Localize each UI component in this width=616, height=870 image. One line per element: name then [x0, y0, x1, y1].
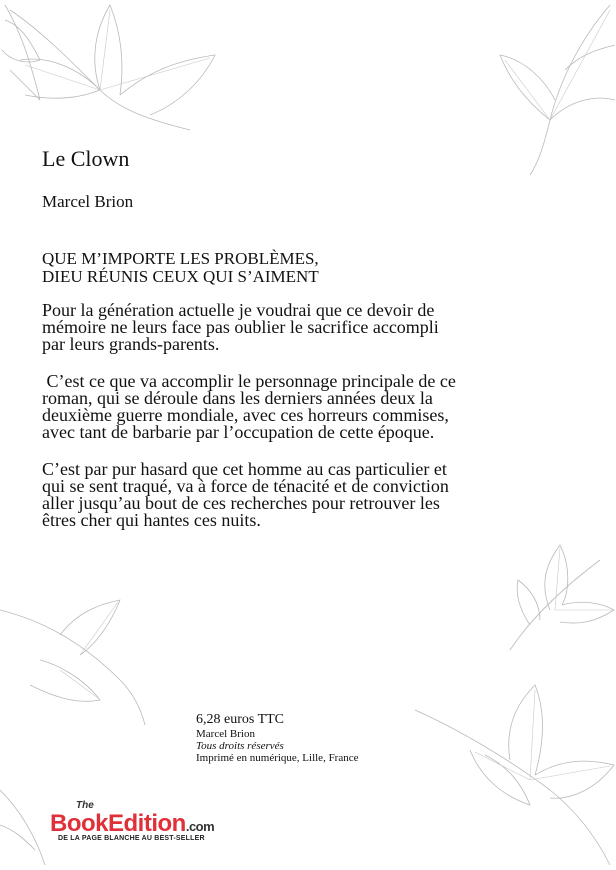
logo-tld: .com: [185, 819, 215, 834]
colophon: [196, 712, 436, 764]
body-text: [42, 302, 462, 549]
heading-line: DIEU RÉUNIS CEUX QUI S’AIMENT: [42, 267, 319, 286]
bookedition-logo: [50, 800, 250, 844]
logo-tagline: DE LA PAGE BLANCHE AU BEST-SELLER: [58, 835, 205, 842]
rights-notice: Tous droits réservés: [196, 740, 284, 752]
logo-brand: [50, 810, 214, 838]
book-title: Le Clown: [42, 146, 130, 171]
maple-leaf-icon: [500, 540, 616, 660]
logo-brand-name: BookEdition: [50, 810, 186, 837]
heading-line: QUE M’IMPORTE LES PROBLÈMES,: [42, 249, 319, 268]
maple-leaf-icon: [410, 680, 616, 870]
price: 6,28 euros TTC: [196, 712, 285, 727]
colophon-author: Marcel Brion: [196, 728, 255, 740]
logo-the: The: [76, 800, 94, 811]
maple-leaf-icon: [0, 590, 150, 730]
paragraph: C’est par pur hasard que cet homme au cas particulier et qui se sent traqué, va à force de ténacité et de conviction aller jusqu’au bout de ces recherches pour retrouver les êtres cher qui hantes ces nuits.: [42, 459, 449, 530]
paragraph: Pour la génération actuelle je voudrai que ce devoir de mémoire ne leurs face pas oublier le sacrifice accompli par leurs grands-parents.: [42, 300, 439, 354]
maple-leaf-icon: [470, 0, 616, 180]
section-heading: [42, 250, 442, 286]
print-info: Imprimé en numérique, Lille, France: [196, 752, 359, 764]
maple-leaf-icon: [0, 0, 80, 120]
paragraph: C’est ce que va accomplir le personnage principale de ce roman, qui se déroule dans les derniers années deux la deuxième guerre mondiale, avec ces horreurs commises, avec tant de barbarie par l’occupation de cette époque.: [42, 371, 461, 442]
book-author: Marcel Brion: [42, 192, 134, 211]
